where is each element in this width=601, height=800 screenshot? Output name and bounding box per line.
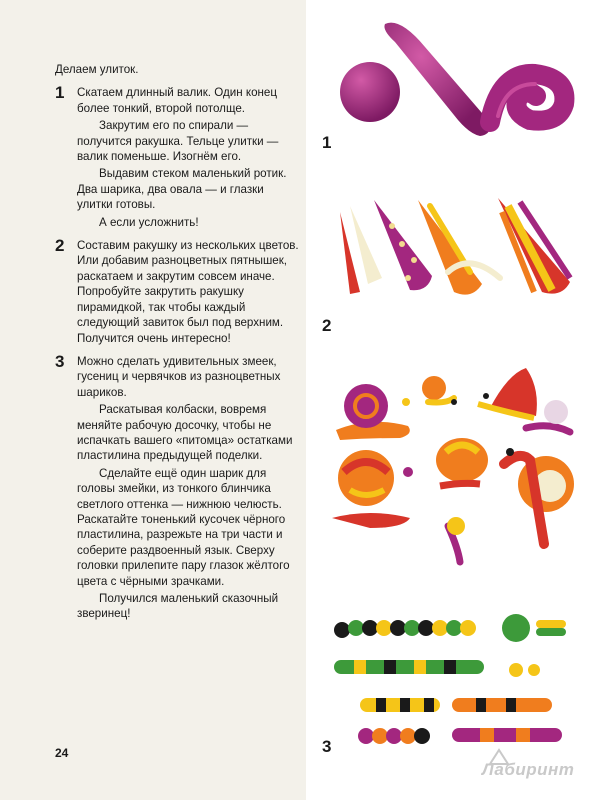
step-paragraph: Выдавим стеком маленький ротик. Два шарика, два овала — и глазки улитки готовы. — [77, 167, 287, 212]
photo-label-1: 1 — [322, 133, 332, 152]
worm-purple-orange — [452, 728, 562, 742]
step-1 — [55, 85, 300, 230]
step-number: 2 — [55, 236, 65, 256]
snail-white-spiral — [504, 448, 574, 544]
photo-caterpillars — [330, 608, 580, 758]
snail-purple — [336, 384, 410, 440]
caterpillar-multicolor — [358, 728, 430, 744]
intro-heading: Делаем улиток. — [55, 63, 139, 76]
instructions-text — [55, 62, 300, 630]
snail-cone-shell — [478, 368, 537, 418]
snail-striped-red — [332, 450, 413, 528]
clay-spiral-shell — [490, 74, 564, 122]
step-paragraph: Сделайте ещё один шарик для головы змейки, из тонкого блинчика светлого оттенка — нижнюю челюсть. Раскатайте тоненький кусочек чёрного пластилина, разрежьте на три части и соберите раздвоенный язык. Сверху головки прилепите пару глазок жёлтого цвета с чёрными зрачками. — [77, 466, 290, 588]
worm-striped-long — [334, 660, 484, 674]
worm-orange-black — [452, 698, 552, 712]
page-number: 24 — [55, 746, 69, 760]
photo-step-1 — [330, 12, 600, 142]
step-3 — [55, 351, 300, 622]
step-paragraph: Можно сделать удивительных змеек, гусениц и червячков из разноцветных шариков. — [77, 354, 281, 399]
snail-orange-big — [436, 438, 488, 486]
step-paragraph: Раскатывая колбаски, вовремя меняйте рабочую досочку, чтобы не испачкать вашего «питомца» остатками пластилина предыдущей поделки. — [77, 403, 293, 463]
step-paragraph: Закрутим его по спирали — получится ракушка. Тельце улитки — валик поменьше. Изогнём его. — [77, 119, 279, 164]
step-2 — [55, 238, 300, 346]
step-paragraph: Скатаем длинный валик. Один конец более тонкий, второй потолще. — [77, 86, 278, 115]
clay-ball-green — [502, 614, 530, 642]
step-paragraph: Составим ракушку из нескольких цветов. Или добавим разноцветных пятнышек, раскатаем и закрутим совсем иначе. Попробуйте закрутить ракушку пирамидкой, так чтобы каждый следующий завиток был под верхним. Получится очень интересно! — [77, 239, 299, 345]
watermark-text: Лабиринт — [482, 760, 575, 779]
step-paragraph: Получился маленький сказочный зверинец! — [77, 592, 279, 621]
step-paragraph: А если усложнить! — [99, 215, 199, 229]
step-number: 1 — [55, 83, 65, 103]
snail-tiny — [447, 517, 465, 562]
photo-label-2: 2 — [322, 316, 332, 335]
snail-small-orange — [422, 376, 457, 405]
step-number: 3 — [55, 351, 65, 371]
photo-snails — [330, 368, 595, 568]
caterpillar-green-black — [334, 620, 476, 638]
photo-label-3: 3 — [322, 737, 332, 756]
photo-step-2 — [330, 192, 580, 302]
clay-roll — [384, 23, 489, 136]
clay-ball — [340, 62, 400, 122]
clay-stack — [536, 620, 566, 636]
worm-yellow-black — [360, 698, 440, 712]
